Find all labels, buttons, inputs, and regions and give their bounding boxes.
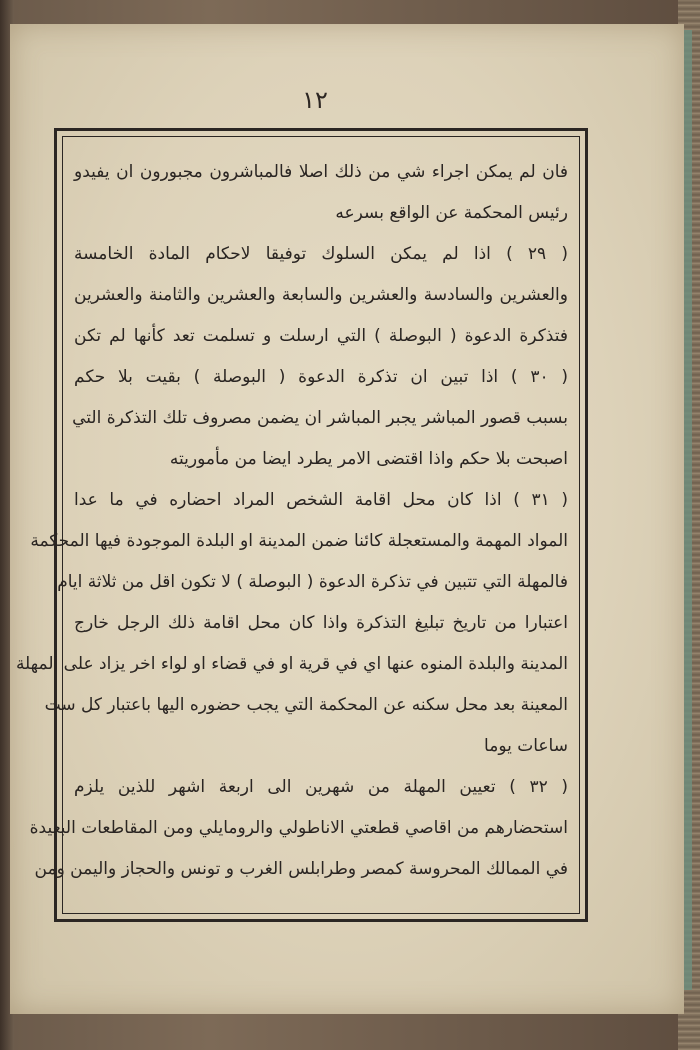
text-line: المواد المهمة والمستعجلة كائنا ضمن المدينة او البلدة الموجودة فيها المحكمة <box>30 531 568 551</box>
text-line: رئيس المحكمة عن الواقع بسرعه <box>335 203 568 223</box>
text-line: المدينة والبلدة المنوه عنها اي في قرية او في قضاء او لواء اخر يزاد على المهلة <box>15 654 568 674</box>
text-line: ( ٣٢ ) تعيين المهلة من شهرين الى اربعة اشهر للذين يلزم <box>74 777 568 797</box>
text-line: والعشرين والسادسة والعشرين والسابعة والعشرين والثامنة والعشرين <box>74 285 568 305</box>
text-line: فتذكرة الدعوة ( البوصلة ) التي ارسلت و تسلمت تعد كأنها لم تكن <box>74 326 568 346</box>
cover-edge <box>684 30 692 990</box>
text-line: اصبحت بلا حكم واذا اقتضى الامر يطرد ايضا من مأموريته <box>169 449 568 469</box>
text-line: ( ٣١ ) اذا كان محل اقامة الشخص المراد احضاره في ما عدا <box>74 490 568 510</box>
text-line: ( ٣٠ ) اذا تبين ان تذكرة الدعوة ( البوصلة ) بقيت بلا حكم <box>74 367 568 387</box>
page-number: ١٢ <box>302 86 328 114</box>
text-line: المعينة بعد محل سكنه عن المحكمة التي يجب حضوره اليها باعتبار كل ست <box>44 695 568 715</box>
text-line: ساعات يوما <box>484 736 568 756</box>
text-line: في الممالك المحروسة كمصر وطرابلس الغرب و تونس والحجاز واليمن ومن <box>34 859 568 879</box>
text-line: ( ٢٩ ) اذا لم يمكن السلوك توفيقا لاحكام المادة الخامسة <box>74 244 568 264</box>
text-block <box>15 150 572 906</box>
text-line: اعتبارا من تاريخ تبليغ التذكرة واذا كان محل اقامة ذلك الرجل خارج <box>74 613 568 633</box>
text-line: بسبب قصور المباشر يجبر المباشر ان يضمن مصروف تلك التذكرة التي <box>72 408 568 428</box>
text-line: استحضارهم من اقاصي قطعتي الاناطولي والرومايلي ومن المقاطعات البعيدة <box>29 818 568 838</box>
text-line: فان لم يمكن اجراء شي من ذلك اصلا فالمباشرون مجبورون ان يفيدو <box>74 162 568 182</box>
text-line: فالمهلة التي تتبين في تذكرة الدعوة ( البوصلة ) لا تكون اقل من ثلاثة ايام <box>57 572 568 592</box>
